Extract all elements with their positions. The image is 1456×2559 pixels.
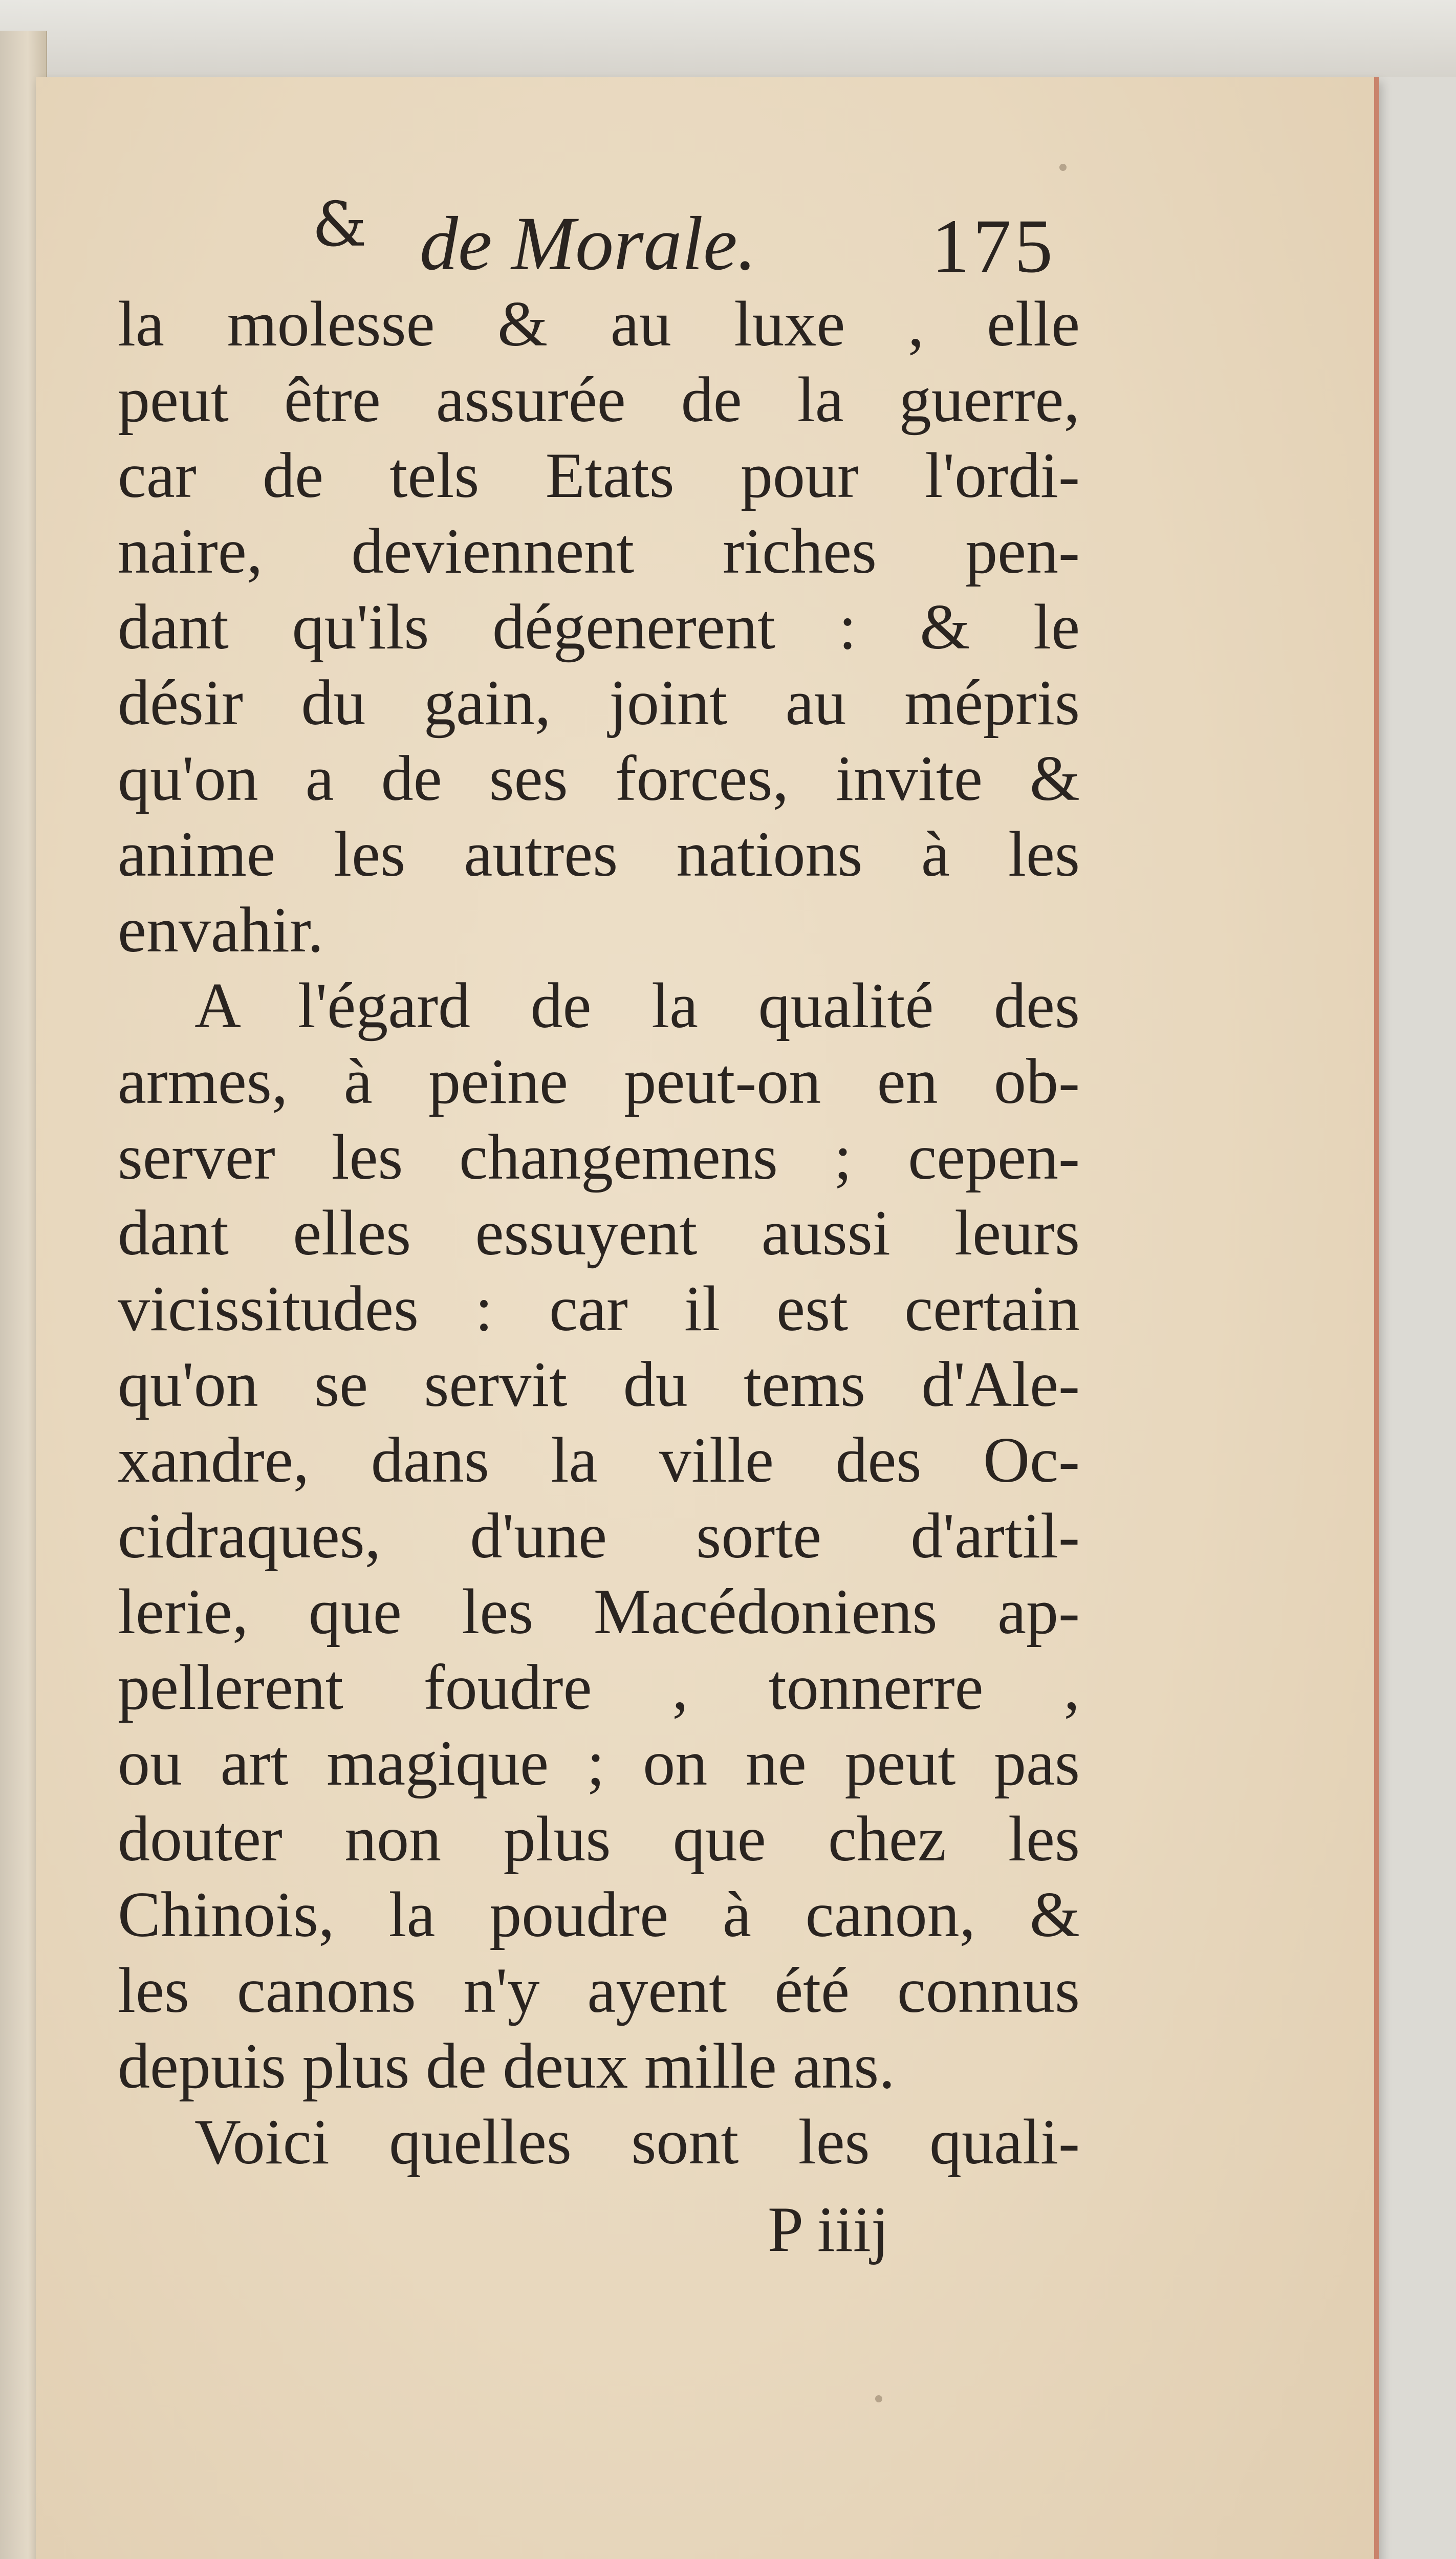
text-line: douter non plus que chez les [118,1804,1080,1875]
text-line: anime les autres nations à les [118,819,1080,890]
text-line: naire, deviennent riches pen- [118,516,1080,587]
text-line: envahir. [118,895,324,966]
header-ornament: & [312,189,367,261]
text-line: server les changemens ; cepen- [118,1122,1080,1193]
text-line: car de tels Etats pour l'ordi- [118,440,1080,511]
signature-mark: P iiij [768,2194,889,2265]
text-line: qu'on a de ses forces, invite & [118,743,1080,814]
text-line: pellerent foudre , tonnerre , [118,1652,1080,1723]
text-line: vicissitudes : car il est certain [118,1273,1080,1344]
text-line: depuis plus de deux mille ans. [118,2031,895,2102]
text-line: les canons n'y ayent été connus [118,1955,1080,2026]
running-head: de Morale. [420,201,757,286]
text-line: désir du gain, joint au mépris [118,667,1080,739]
text-line: qu'on se servit du tems d'Ale- [118,1349,1080,1420]
page-number: 175 [931,204,1056,289]
text-line: cidraques, d'une sorte d'artil- [118,1501,1080,1572]
text-line: Chinois, la poudre à canon, & [118,1879,1080,1950]
text-line: dant qu'ils dégenerent : & le [118,592,1080,663]
text-line: xandre, dans la ville des Oc- [118,1425,1080,1496]
body-text [118,287,1080,2180]
text-line: dant elles essuyent aussi leurs [118,1198,1080,1269]
paper-speck [875,2395,882,2402]
text-line: A l'égard de la qualité des [194,970,1080,1042]
text-line: Voici quelles sont les quali- [194,2107,1080,2178]
text-line: armes, à peine peut-on en ob- [118,1046,1080,1117]
text-line: lerie, que les Macédoniens ap- [118,1576,1080,1647]
paper-speck [1059,164,1067,171]
text-line: la molesse & au luxe , elle [118,289,1080,360]
text-line: ou art magique ; on ne peut pas [118,1728,1080,1799]
text-line: peut être assurée de la guerre, [118,364,1080,436]
backdrop [0,0,1456,77]
